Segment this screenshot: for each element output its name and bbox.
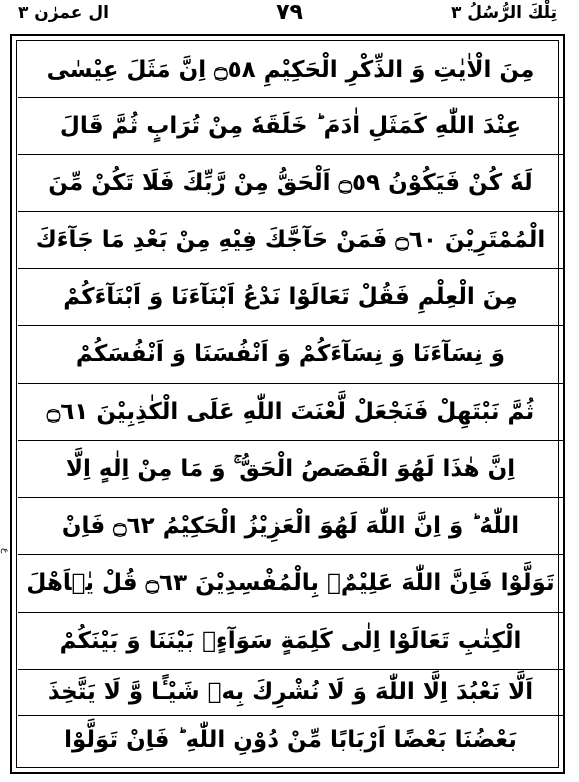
juz-name: تِلْكَ الرُّسُلُ ۳	[450, 3, 557, 23]
text-line: الْمُمْتَرِيْنَ ۝٦٠ فَمَنْ حَآجَّكَ فِيْهِ مِنْ بَعْدِ مَا جَآءَكَ	[35, 226, 546, 253]
text-line: اَلَّا نَعْبُدَ اِلَّا اللّٰهَ وَ لَا نُشْرِكَ بِهٖ شَيْـًٔا وَّ لَا يَتَّخِذَ	[47, 679, 534, 705]
text-line: اللّٰهُ ؕ وَ اِنَّ اللّٰهَ لَهُوَ الْعَزِيْزُ الْحَكِيْمُ ۝٦٢ فَاِنْ	[61, 512, 520, 539]
text-line: تَوَلَّوْا فَاِنَّ اللّٰهَ عَلِيْمٌۢ بِالْمُفْسِدِيْنَ ۝٦٣ قُلْ يٰۤاَهْلَ	[26, 570, 555, 596]
text-line: اِنَّ هٰذَا لَهُوَ الْقَصَصُ الْحَقُّ ۚ وَ مَا مِنْ اِلٰهٍ اِلَّا	[65, 455, 516, 482]
text-frame	[10, 34, 565, 774]
page-number: ۷۹	[276, 0, 303, 25]
text-line: الْكِتٰبِ تَعَالَوْا اِلٰى كَلِمَةٍ سَوَآءٍۢ بَيْنَنَا وَ بَيْنَكُمْ	[59, 627, 522, 654]
text-line: وَ نِسَآءَنَا وَ نِسَآءَكُمْ وَ اَنْفُسَنَا وَ اَنْفُسَكُمْ	[75, 341, 506, 367]
ruku-margin-mark: ع	[0, 548, 10, 554]
text-line: عِنْدَ اللّٰهِ كَمَثَلِ اٰدَمَ ؕ خَلَقَهٗ مِنْ تُرَابٍ ثُمَّ قَالَ	[59, 113, 522, 139]
page-header	[0, 0, 579, 34]
text-line: ثُمَّ نَبْتَهِلْ فَنَجْعَلْ لَّعْنَتَ اللّٰهِ عَلَى الْكٰذِبِيْنَ ۝٦١	[46, 398, 535, 425]
surah-name: ال عمرٰن ۳	[18, 3, 109, 23]
text-line: مِنَ الْعِلْمِ فَقُلْ تَعَالَوْا نَدْعُ اَبْنَآءَنَا وَ اَبْنَآءَكُمْ	[63, 283, 518, 310]
text-line: لَهٗ كُنْ فَيَكُوْنُ ۝٥٩ اَلْحَقُّ مِنْ رَّبِّكَ فَلَا تَكُنْ مِّنَ	[48, 169, 533, 196]
text-line: بَعْضُنَا بَعْضًا اَرْبَابًا مِّنْ دُوْنِ اللّٰهِ ؕ فَاِنْ تَوَلَّوْا	[64, 727, 517, 753]
text-line: مِنَ الْاٰيٰتِ وَ الذِّكْرِ الْحَكِيْمِ ۝٥٨ اِنَّ مَثَلَ عِيْسٰى	[46, 57, 535, 83]
